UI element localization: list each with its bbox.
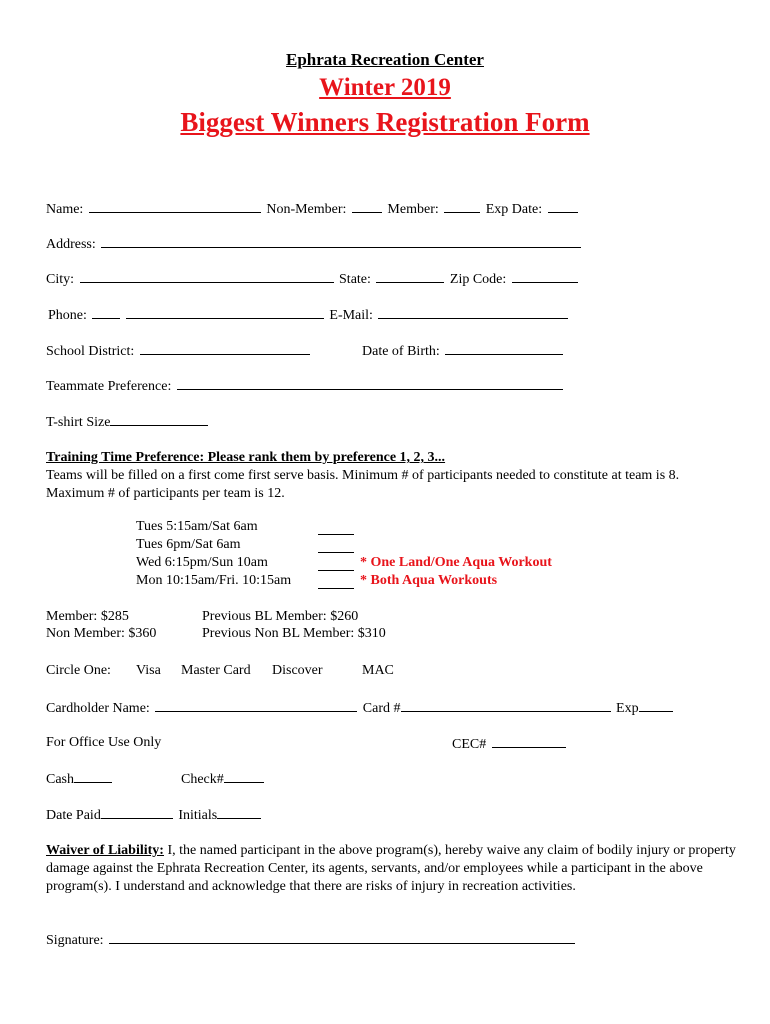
cash-field[interactable] <box>74 770 112 783</box>
training-option-1 <box>136 519 258 535</box>
phone-row <box>48 306 570 324</box>
exp-label: Exp <box>616 701 639 716</box>
signature-label: Signature: <box>46 933 104 948</box>
city-label: City: <box>46 272 75 287</box>
address-field[interactable] <box>101 235 581 248</box>
training-option-label: Wed 6:15pm/Sun 10am <box>136 555 268 570</box>
address-row <box>46 235 583 253</box>
member-field[interactable] <box>444 200 480 213</box>
season-title: Winter 2019 <box>319 74 451 101</box>
signature-row <box>46 931 577 949</box>
payment-option-mac[interactable]: MAC <box>362 663 394 678</box>
training-option-2-rank[interactable] <box>318 540 354 553</box>
cec-label: CEC# <box>452 737 487 752</box>
non-member-field[interactable] <box>352 200 382 213</box>
date-paid-row <box>46 806 263 824</box>
training-option-3 <box>136 555 268 571</box>
tshirt-row <box>46 413 210 431</box>
training-option-3-note: * One Land/One Aqua Workout <box>360 555 552 570</box>
initials-field[interactable] <box>217 806 261 819</box>
teammate-row <box>46 377 565 395</box>
cec-field[interactable] <box>492 735 566 748</box>
card-number-field[interactable] <box>401 699 611 712</box>
training-option-label: Tues 5:15am/Sat 6am <box>136 519 258 534</box>
cash-row <box>46 770 114 788</box>
waiver-title: Waiver of Liability: <box>46 843 164 858</box>
payment-option-discover[interactable]: Discover <box>272 663 323 678</box>
training-option-4-rank[interactable] <box>318 576 354 589</box>
price-prev-non-member: Previous Non BL Member: $310 <box>202 626 386 641</box>
training-option-label: Tues 6pm/Sat 6am <box>136 537 241 552</box>
dob-row <box>362 342 565 360</box>
training-option-3-rank[interactable] <box>318 558 354 571</box>
teammate-label: Teammate Preference: <box>46 379 172 394</box>
training-note: Teams will be filled on a first come first serve basis. Minimum # of participants needed to constitute at team is 8. Maximum # of participants per team is 12. <box>46 468 680 501</box>
cash-label: Cash <box>46 772 74 787</box>
exp-date-field[interactable] <box>548 200 578 213</box>
member-label: Member: <box>387 202 439 217</box>
address-label: Address: <box>46 237 96 252</box>
name-row <box>46 200 580 218</box>
price-prev-member: Previous BL Member: $260 <box>202 609 359 624</box>
email-label: E-Mail: <box>329 308 373 323</box>
dob-field[interactable] <box>445 342 563 355</box>
payment-option-visa[interactable]: Visa <box>136 663 161 678</box>
cardholder-field[interactable] <box>155 699 357 712</box>
card-label: Card # <box>362 701 401 716</box>
card-exp-field[interactable] <box>639 699 673 712</box>
price-non-member: Non Member: $360 <box>46 626 157 641</box>
date-paid-label: Date Paid <box>46 808 101 823</box>
circle-one-label: Circle One: <box>46 663 111 678</box>
teammate-field[interactable] <box>177 377 563 390</box>
training-option-4 <box>136 573 291 589</box>
exp-date-label: Exp Date: <box>485 202 543 217</box>
waiver-text: I, the named participant in the above program(s), hereby waive any claim of bodily injury or property damage against the Ephrata Recreation Center, its agents, servants, and/or employees while a participant in the above program(s). I understand and acknowledge that there are risks of injury in recreation activities. <box>46 843 736 894</box>
tshirt-label: T-shirt Size <box>46 415 111 430</box>
phone-area-field[interactable] <box>92 306 120 319</box>
date-paid-field[interactable] <box>101 806 173 819</box>
cardholder-label: Cardholder Name: <box>46 701 150 716</box>
school-district-row <box>46 342 312 360</box>
cardholder-row <box>46 699 675 717</box>
organization-name: Ephrata Recreation Center <box>286 50 484 69</box>
zip-label: Zip Code: <box>449 272 507 287</box>
office-use-label: For Office Use Only <box>46 735 162 750</box>
phone-field[interactable] <box>126 306 324 319</box>
city-row <box>46 270 580 288</box>
form-title: Biggest Winners Registration Form <box>180 107 590 137</box>
name-label: Name: <box>46 202 84 217</box>
check-row <box>181 770 266 788</box>
check-field[interactable] <box>224 770 264 783</box>
phone-label: Phone: <box>48 308 87 323</box>
training-option-2 <box>136 537 241 553</box>
school-district-label: School District: <box>46 344 135 359</box>
name-field[interactable] <box>89 200 261 213</box>
payment-option-mastercard[interactable]: Master Card <box>181 663 251 678</box>
waiver-paragraph <box>46 842 736 896</box>
training-heading: Training Time Preference: Please rank them by preference 1, 2, 3... <box>46 450 446 465</box>
state-field[interactable] <box>376 270 444 283</box>
training-option-label: Mon 10:15am/Fri. 10:15am <box>136 573 292 588</box>
school-district-field[interactable] <box>140 342 310 355</box>
zip-field[interactable] <box>512 270 578 283</box>
initials-label: Initials <box>178 808 218 823</box>
check-label: Check# <box>181 772 224 787</box>
tshirt-field[interactable] <box>110 413 208 426</box>
training-option-4-note: * Both Aqua Workouts <box>360 573 498 588</box>
email-field[interactable] <box>378 306 568 319</box>
signature-field[interactable] <box>109 931 575 944</box>
price-member: Member: $285 <box>46 609 129 624</box>
dob-label: Date of Birth: <box>362 344 440 359</box>
non-member-label: Non-Member: <box>266 202 347 217</box>
city-field[interactable] <box>80 270 334 283</box>
training-option-1-rank[interactable] <box>318 522 354 535</box>
state-label: State: <box>339 272 371 287</box>
cec-row <box>452 735 568 753</box>
